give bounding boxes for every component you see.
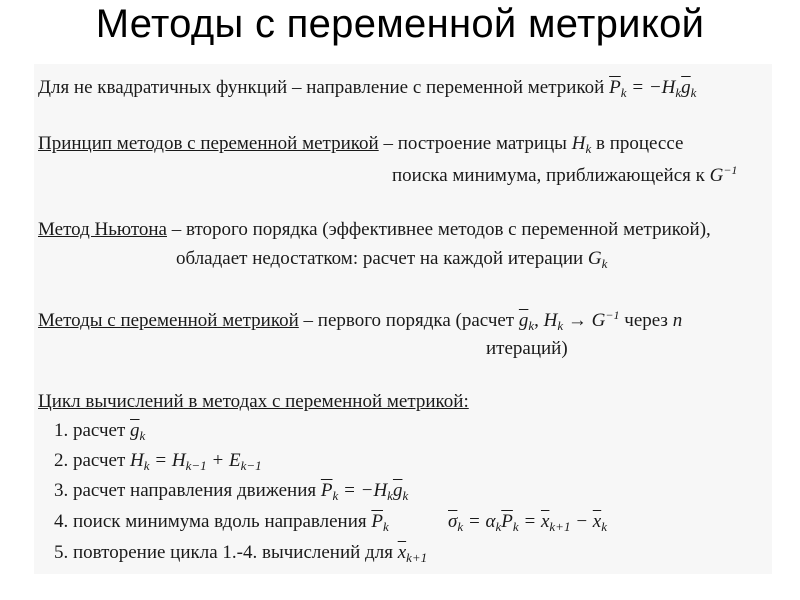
newton-term: Метод Ньютона	[38, 219, 167, 240]
principle-term: Принцип методов с переменной метрикой	[38, 133, 379, 154]
principle-line-2: поиска минимума, приближающейся к $G^{-1}$	[392, 163, 738, 186]
variable-metric-line-1: Методы с переменной метрикой – первого порядка (расчет $\overline{g}_k$, $H_k \to G^{-1}$ через n	[38, 308, 683, 333]
cycle-step-4: 4. поиск минимума вдоль направления $\overline{P}_k$	[54, 511, 389, 534]
cycle-step-5: 5. повторение цикла 1.-4. вычислений для $\overline{x}_{k+1}$	[54, 542, 428, 565]
inverse-g: $G^{-1}$	[709, 163, 738, 186]
newton-line-2: обладает недостатком: расчет на каждой итерации $G_k$	[176, 248, 608, 271]
cycle-step-2: 2. расчет $H_k = H_{k-1} + E_{k-1}$	[54, 450, 262, 473]
matrix-h: $H_k$	[571, 133, 592, 156]
variable-metric-term: Методы с переменной метрикой	[38, 310, 299, 331]
direction-formula: $\overline{P}_k = -H_k\overline{g}_k$	[609, 77, 697, 100]
cycle-step-1: 1. расчет $\overline{g}_k$	[54, 420, 146, 443]
cycle-heading: Цикл вычислений в методах с переменной метрикой:	[38, 391, 469, 412]
slide-content	[34, 64, 772, 574]
cycle-step-3: 3. расчет направления движения $\overline{P}_k = -H_k\overline{g}_k$	[54, 480, 409, 503]
block-direction-line	[38, 76, 696, 100]
h-to-g-inverse: $H_k \to G^{-1}$	[543, 308, 620, 333]
g-k: $G_k$	[587, 248, 608, 271]
gradient-g-k: $\overline{g}_k$	[518, 310, 535, 333]
variable-metric-line-2: итераций)	[486, 338, 568, 359]
direction-text: Для не квадратичных функций – направление с переменной метрикой	[38, 77, 605, 98]
slide-title: Методы с переменной метрикой	[95, 2, 705, 46]
principle-line-1: Принцип методов с переменной метрикой – построение матрицы $H_k$ в процессе	[38, 133, 684, 156]
newton-line-1: Метод Ньютона – второго порядка (эффективнее методов с переменной метрикой),	[38, 219, 711, 240]
cycle-step-4-formula: $\overline{\sigma}_k = \alpha_k\overline{P}_k = \overline{x}_{k+1} - \overline{x}_k$	[448, 511, 607, 534]
